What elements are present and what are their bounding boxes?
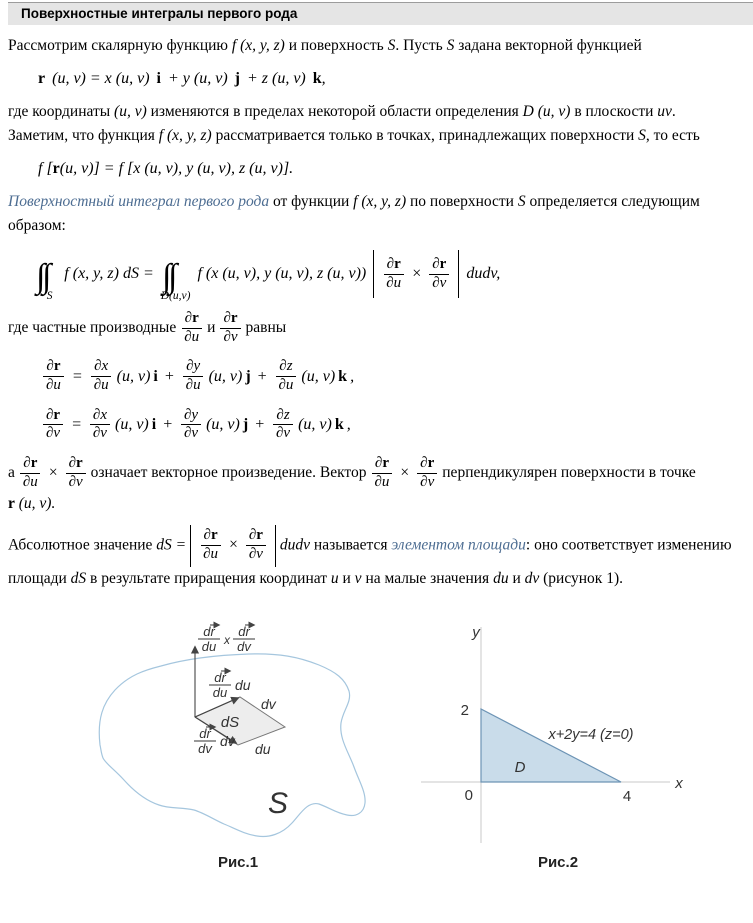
math-run: + y (u, v) <box>163 70 232 87</box>
partial-symbol: ∂ <box>94 358 102 375</box>
page-title: Поверхностные интегралы первого рода <box>8 2 753 25</box>
fraction-dy-dv <box>181 407 201 443</box>
fraction-dr-du <box>383 256 404 292</box>
fraction-dr-du <box>372 455 393 491</box>
math-inline: f (x, y, z) <box>158 127 212 144</box>
denominator: ∂u <box>93 377 109 394</box>
partial-symbol: ∂ <box>432 255 440 272</box>
denominator: ∂u <box>46 377 61 394</box>
cross-product-sign: × <box>400 463 410 481</box>
fig2-line-equation: x+2y=4 (z=0) <box>548 726 634 743</box>
numerator <box>220 310 240 329</box>
plus-sign: + <box>162 415 173 433</box>
fraction-dy-du <box>183 358 204 394</box>
fig1-bot-num: dr <box>199 725 211 741</box>
partial-symbol: ∂ <box>46 358 54 375</box>
math-run: (u, v) = x (u, v) <box>48 70 154 87</box>
integral-subscript-S: S <box>46 290 53 302</box>
text-run: где координаты <box>8 103 115 120</box>
equals-sign: = <box>71 367 83 385</box>
abs-bar <box>458 250 459 298</box>
paragraph-definition <box>8 190 745 238</box>
math-inline: (u, v) <box>114 103 147 120</box>
math-run: (u, v)] = f [x (u, v), y (u, v), z (u, v)]. <box>59 160 294 177</box>
math-inline: dS = <box>156 536 187 554</box>
fig1-mid-den: du <box>212 684 228 700</box>
partial-symbol: ∂ <box>279 358 287 375</box>
fraction-dr-dv <box>220 310 240 346</box>
numerator <box>43 358 63 377</box>
paragraph-partials-intro <box>8 310 745 346</box>
denominator: ∂v <box>432 274 447 291</box>
denominator: ∂v <box>248 546 263 562</box>
math-inline: S <box>517 193 526 210</box>
fraction-dz-dv <box>273 407 293 443</box>
math-run: + z (u, v) <box>242 70 310 87</box>
text-run: Заметим, что функция <box>8 127 159 144</box>
fig2-x-axis-label: x <box>675 774 683 792</box>
partial-symbol: ∂ <box>374 455 383 472</box>
paragraph-intro <box>8 34 745 58</box>
partial-symbol: ∂ <box>46 406 54 423</box>
var-y: y <box>191 406 199 423</box>
denominator: ∂u <box>374 473 390 490</box>
math-run: (u, v) <box>114 415 149 433</box>
vector-j: j <box>234 70 240 87</box>
vector-r: r <box>256 527 263 544</box>
cross-product-sign: × <box>412 265 422 282</box>
fig2-tick-2: 2 <box>460 701 469 719</box>
formula-partial-u <box>38 358 745 394</box>
vector-r: r <box>38 70 46 87</box>
plus-sign: + <box>256 367 268 385</box>
denominator: ∂u <box>22 473 38 490</box>
fig1-du-edge-label: du <box>255 740 271 757</box>
text-run: и поверхность <box>284 37 388 54</box>
double-integral-glyph <box>42 260 57 294</box>
fraction-dr-dv <box>417 455 437 491</box>
fig1-mid-num: dr <box>214 669 226 685</box>
vector-i: i <box>151 415 157 433</box>
math-inline: uv <box>657 103 672 120</box>
partial-symbol: ∂ <box>23 455 31 472</box>
fig1-dv-suffix: dv <box>220 732 235 749</box>
math-run: (u, v) <box>301 367 336 385</box>
double-integral-glyph <box>168 260 183 294</box>
partial-symbol: ∂ <box>184 310 193 326</box>
fraction-dr-du <box>181 310 202 346</box>
fraction-dx-du <box>91 358 112 394</box>
denominator: ∂u <box>185 377 201 394</box>
math-run: (u, v) <box>208 367 243 385</box>
fig1-du-suffix: du <box>235 676 251 693</box>
figure-2 <box>413 617 703 871</box>
abs-bar <box>275 525 276 567</box>
var-x: x <box>101 358 109 375</box>
vector-r: r <box>427 455 435 472</box>
text-run: Рассмотрим скалярную функцию <box>8 37 232 54</box>
text-run: (рисунок 1). <box>539 569 623 587</box>
partial-symbol: ∂ <box>386 255 395 272</box>
math-run: , <box>346 415 351 433</box>
math-inline: u <box>330 569 339 587</box>
vector-k: k <box>338 367 348 385</box>
numerator <box>276 358 295 377</box>
vector-j: j <box>242 415 249 433</box>
denominator: ∂v <box>46 425 61 442</box>
fraction-dr-dv <box>43 407 63 443</box>
vector-r: r <box>30 455 38 472</box>
text-run: где частные производные <box>8 318 177 336</box>
formula-composition <box>38 160 745 178</box>
math-inline: f (x, y, z) <box>353 193 407 210</box>
text-run: . Пусть <box>395 37 447 54</box>
denominator: ∂u <box>203 546 219 562</box>
math-run: f [ <box>38 160 53 177</box>
text-run: а <box>8 463 15 481</box>
vector-r: r <box>394 255 401 272</box>
text-run: : оно соответствует изменению <box>525 536 732 554</box>
denominator: ∂u <box>184 328 200 345</box>
numerator <box>273 407 292 426</box>
math-inline: dv <box>524 569 540 587</box>
paragraph-cross-product <box>8 455 745 515</box>
text-run: называется <box>310 536 392 554</box>
text-run: в результате приращения координат <box>86 569 331 587</box>
math-inline: S <box>638 127 646 144</box>
fig2-origin: 0 <box>464 786 473 804</box>
math-inline: du <box>493 569 509 587</box>
numerator <box>201 527 221 546</box>
fig1-top-num-du: dr <box>203 623 215 639</box>
math-inline: D (u, v) <box>522 103 571 120</box>
cross-product-sign: × <box>229 536 238 554</box>
text-run: перпендикулярен поверхности в точке <box>442 463 696 481</box>
text-run: рассматривается только в точках, принадлежащих поверхности <box>211 127 639 144</box>
math-run: (u, v) <box>298 415 332 433</box>
partial-symbol: ∂ <box>223 310 231 326</box>
numerator <box>429 256 449 275</box>
vector-r: r <box>439 255 447 272</box>
partial-symbol: ∂ <box>92 406 101 423</box>
var-y: y <box>193 358 201 375</box>
paragraph-area-element <box>8 525 745 591</box>
text-run: и <box>207 318 216 336</box>
fig1-dv-edge-label: dv <box>261 695 276 712</box>
partial-symbol: ∂ <box>276 406 284 423</box>
figures-row <box>8 617 745 871</box>
fraction-dz-du <box>275 358 296 394</box>
vector-r: r <box>53 406 61 423</box>
vector-k: k <box>334 415 344 433</box>
numerator <box>90 407 110 426</box>
text-run: равны <box>245 318 287 336</box>
numerator <box>66 455 86 474</box>
figure-2-drawing <box>413 617 703 847</box>
math-inline: S <box>387 37 396 54</box>
fig1-top-den-dv: dv <box>237 638 251 654</box>
math-run: f (x (u, v), y (u, v), z (u, v)) <box>197 265 367 282</box>
cross-product-sign: × <box>48 463 58 481</box>
numerator <box>417 455 437 474</box>
fraction-dr-du <box>20 455 41 491</box>
vector-j: j <box>245 367 251 385</box>
var-z: z <box>286 358 293 375</box>
figure-1 <box>93 617 383 871</box>
vector-r: r <box>75 455 83 472</box>
double-integral-over-D <box>161 260 191 302</box>
numerator <box>384 256 404 275</box>
math-run: f (x, y, z) dS = <box>64 265 154 282</box>
vector-k: k <box>312 70 322 87</box>
formula-partial-v <box>38 407 745 443</box>
text-run: означает векторное произведение. Вектор <box>90 463 367 481</box>
figure-1-drawing <box>93 617 383 847</box>
math-run: (u, v) <box>116 367 151 385</box>
var-x: x <box>100 406 107 423</box>
formula-surface-integral <box>38 250 745 302</box>
fig1-cross-sign: x <box>224 632 230 647</box>
text-run: изменяются в пределах некоторой области определения <box>146 103 523 120</box>
math-inline: f (x, y, z) <box>231 37 285 54</box>
vector-i: i <box>153 367 158 385</box>
vector-r: r <box>210 527 218 544</box>
fraction-dr-dv <box>66 455 86 491</box>
partial-symbol: ∂ <box>420 455 428 472</box>
var-z: z <box>283 406 290 423</box>
numerator <box>182 310 202 329</box>
denominator: ∂u <box>386 274 402 291</box>
formula-vector-function <box>38 70 745 88</box>
math-run: (u, v) <box>206 415 240 433</box>
math-run: , <box>350 367 355 385</box>
term-area-element: элементом площади <box>391 536 526 554</box>
text-run: и <box>508 569 525 587</box>
denominator: ∂v <box>184 425 199 442</box>
numerator <box>372 455 392 474</box>
vector-r: r <box>8 494 15 512</box>
math-inline: S <box>446 37 455 54</box>
fig1-top-num-dv: dr <box>238 623 250 639</box>
math-inline: dS <box>70 569 87 587</box>
denominator: ∂v <box>92 425 107 442</box>
fig2-y-axis-label: y <box>472 623 480 641</box>
double-integral-over-S <box>42 260 57 302</box>
fraction-dx-dv <box>90 407 110 443</box>
vector-i: i <box>156 70 161 87</box>
math-inline: dudv <box>279 536 311 554</box>
vector-r: r <box>230 310 238 326</box>
numerator <box>43 407 63 426</box>
vector-r: r <box>52 160 60 177</box>
integral-subscript-D: D(u,v) <box>160 290 191 302</box>
figure-2-caption: Рис.2 <box>537 853 579 871</box>
fraction-dr-du <box>200 527 221 563</box>
text-run: определяется следующим <box>525 193 700 210</box>
fig2-tick-4: 4 <box>622 787 632 805</box>
fig1-bot-den: dv <box>198 740 212 756</box>
text-run: в плоскости <box>570 103 658 120</box>
term-surface-integral: Поверхностный интеграл первого рода <box>8 193 270 210</box>
text-run: Абсолютное значение <box>8 536 157 554</box>
vector-r: r <box>53 358 61 375</box>
text-run: , то есть <box>645 127 700 144</box>
text-run: по поверхности <box>406 193 518 210</box>
abs-bar <box>190 525 191 567</box>
partial-symbol: ∂ <box>68 455 76 472</box>
plus-sign: + <box>254 415 265 433</box>
text-run: площади <box>8 569 71 587</box>
partial-symbol: ∂ <box>186 358 194 375</box>
text-run: образом: <box>8 217 66 234</box>
paragraph-domain <box>8 100 745 148</box>
partial-symbol: ∂ <box>184 406 192 423</box>
math-inline: (u, v). <box>14 494 56 512</box>
numerator <box>20 455 40 474</box>
figure-1-caption: Рис.1 <box>217 853 259 871</box>
text-run: на малые значения <box>361 569 494 587</box>
fraction-dr-dv <box>429 256 449 292</box>
denominator: ∂v <box>420 473 435 490</box>
partial-symbol: ∂ <box>203 527 211 544</box>
denominator: ∂v <box>68 473 83 490</box>
denominator: ∂v <box>275 425 291 442</box>
article-content <box>0 34 753 871</box>
vector-r: r <box>192 310 199 326</box>
equals-sign: = <box>71 415 82 433</box>
abs-bar <box>373 250 374 298</box>
text-run: и <box>338 569 355 587</box>
math-run: dudv, <box>466 265 501 282</box>
fig1-top-den-du: du <box>201 638 217 654</box>
numerator <box>181 407 201 426</box>
text-run: задана векторной функцией <box>454 37 642 54</box>
numerator <box>91 358 111 377</box>
fig1-surface-label: S <box>267 786 289 820</box>
plus-sign: + <box>163 367 175 385</box>
denominator: ∂u <box>278 377 294 394</box>
vector-r: r <box>382 455 389 472</box>
math-inline: v <box>354 569 362 587</box>
fraction-dr-du <box>43 358 64 394</box>
math-run: , <box>321 70 326 87</box>
numerator <box>183 358 203 377</box>
fraction-dr-dv <box>246 527 266 563</box>
text-run: . <box>671 103 676 120</box>
denominator: ∂v <box>223 328 238 345</box>
region-D-triangle <box>481 709 621 782</box>
partial-symbol: ∂ <box>248 527 257 544</box>
fig2-region-label: D <box>514 758 526 776</box>
numerator <box>246 527 266 546</box>
fig1-dS-label: dS <box>220 713 240 731</box>
text-run: от функции <box>269 193 354 210</box>
